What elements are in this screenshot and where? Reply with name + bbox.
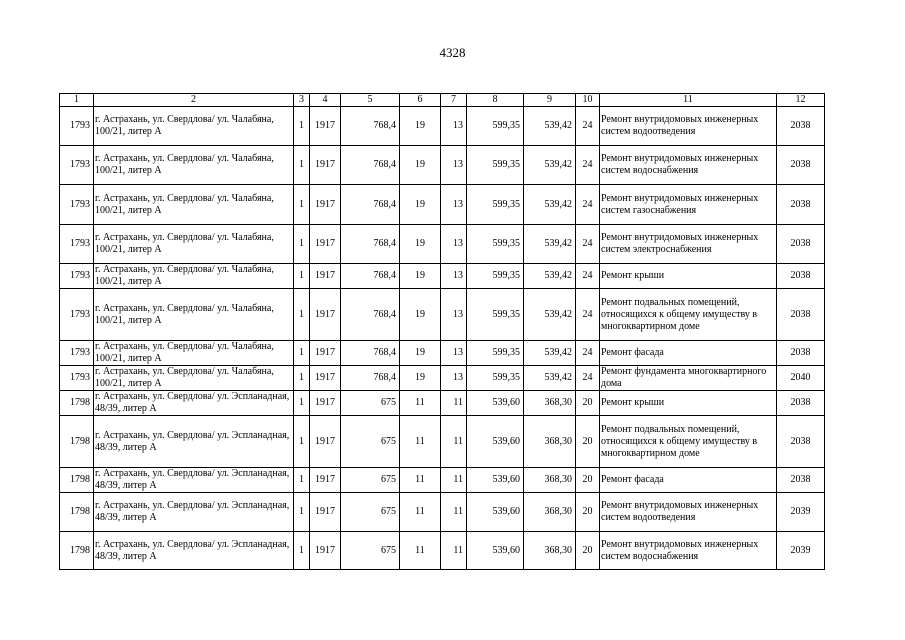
year-cell: 1917 — [310, 341, 341, 366]
table-row — [60, 185, 825, 225]
year-cell: 1917 — [310, 532, 341, 570]
value-cell: 368,30 — [524, 532, 576, 570]
row-id: 1798 — [60, 493, 94, 532]
value-cell: 539,42 — [524, 289, 576, 341]
value-cell: 13 — [441, 366, 467, 391]
value-cell: 599,35 — [467, 366, 524, 391]
address-cell: г. Астрахань, ул. Свердлова/ ул. Чалабяна, 100/21, литер А — [94, 146, 294, 185]
year-cell: 1917 — [310, 185, 341, 225]
row-id: 1793 — [60, 289, 94, 341]
value-cell: 539,60 — [467, 391, 524, 416]
value-cell: 675 — [341, 391, 400, 416]
plan-year-cell: 2039 — [777, 532, 825, 570]
value-cell: 1 — [294, 107, 310, 146]
value-cell: 675 — [341, 416, 400, 468]
table-row — [60, 225, 825, 264]
address-cell: г. Астрахань, ул. Свердлова/ ул. Чалабяна, 100/21, литер А — [94, 289, 294, 341]
value-cell: 768,4 — [341, 146, 400, 185]
address-cell: г. Астрахань, ул. Свердлова/ ул. Чалабяна, 100/21, литер А — [94, 264, 294, 289]
value-cell: 768,4 — [341, 289, 400, 341]
address-cell: г. Астрахань, ул. Свердлова/ ул. Чалабяна, 100/21, литер А — [94, 341, 294, 366]
plan-year-cell: 2038 — [777, 107, 825, 146]
value-cell: 1 — [294, 391, 310, 416]
column-header: 11 — [600, 94, 777, 107]
value-cell: 539,42 — [524, 225, 576, 264]
address-cell: г. Астрахань, ул. Свердлова/ ул. Чалабяна, 100/21, литер А — [94, 107, 294, 146]
value-cell: 675 — [341, 468, 400, 493]
page-number: 4328 — [439, 45, 466, 60]
work-type-cell: Ремонт внутридомовых инженерных систем водоотведения — [600, 493, 777, 532]
value-cell: 24 — [576, 146, 600, 185]
value-cell: 675 — [341, 532, 400, 570]
plan-year-cell: 2038 — [777, 289, 825, 341]
work-type-cell: Ремонт подвальных помещений, относящихся к общему имуществу в многоквартирном доме — [600, 416, 777, 468]
value-cell: 19 — [400, 264, 441, 289]
value-cell: 11 — [400, 416, 441, 468]
value-cell: 11 — [441, 416, 467, 468]
value-cell: 368,30 — [524, 468, 576, 493]
value-cell: 24 — [576, 185, 600, 225]
value-cell: 539,60 — [467, 532, 524, 570]
column-header: 7 — [441, 94, 467, 107]
value-cell: 11 — [400, 532, 441, 570]
work-type-cell: Ремонт внутридомовых инженерных систем водоснабжения — [600, 146, 777, 185]
column-header: 4 — [310, 94, 341, 107]
value-cell: 20 — [576, 416, 600, 468]
value-cell: 24 — [576, 341, 600, 366]
column-header: 2 — [94, 94, 294, 107]
value-cell: 1 — [294, 185, 310, 225]
value-cell: 13 — [441, 185, 467, 225]
value-cell: 24 — [576, 366, 600, 391]
row-id: 1798 — [60, 532, 94, 570]
value-cell: 13 — [441, 289, 467, 341]
column-header: 10 — [576, 94, 600, 107]
row-id: 1793 — [60, 264, 94, 289]
value-cell: 599,35 — [467, 289, 524, 341]
value-cell: 20 — [576, 391, 600, 416]
table-row — [60, 289, 825, 341]
address-cell: г. Астрахань, ул. Свердлова/ ул. Эспланадная, 48/39, литер А — [94, 391, 294, 416]
value-cell: 539,42 — [524, 264, 576, 289]
value-cell: 539,42 — [524, 185, 576, 225]
work-type-cell: Ремонт подвальных помещений, относящихся к общему имуществу в многоквартирном доме — [600, 289, 777, 341]
table-body — [60, 107, 825, 570]
table-row — [60, 468, 825, 493]
value-cell: 20 — [576, 468, 600, 493]
value-cell: 539,60 — [467, 468, 524, 493]
value-cell: 20 — [576, 532, 600, 570]
value-cell: 13 — [441, 225, 467, 264]
year-cell: 1917 — [310, 391, 341, 416]
work-type-cell: Ремонт внутридомовых инженерных систем электроснабжения — [600, 225, 777, 264]
value-cell: 539,42 — [524, 146, 576, 185]
value-cell: 768,4 — [341, 107, 400, 146]
table-row — [60, 416, 825, 468]
value-cell: 599,35 — [467, 341, 524, 366]
value-cell: 599,35 — [467, 107, 524, 146]
value-cell: 768,4 — [341, 185, 400, 225]
table-row — [60, 391, 825, 416]
value-cell: 11 — [441, 391, 467, 416]
work-type-cell: Ремонт внутридомовых инженерных систем водоотведения — [600, 107, 777, 146]
value-cell: 1 — [294, 468, 310, 493]
plan-year-cell: 2038 — [777, 468, 825, 493]
row-id: 1798 — [60, 468, 94, 493]
value-cell: 24 — [576, 289, 600, 341]
column-header: 12 — [777, 94, 825, 107]
work-type-cell: Ремонт крыши — [600, 264, 777, 289]
value-cell: 1 — [294, 146, 310, 185]
value-cell: 19 — [400, 366, 441, 391]
work-type-cell: Ремонт внутридомовых инженерных систем водоснабжения — [600, 532, 777, 570]
row-id: 1793 — [60, 185, 94, 225]
address-cell: г. Астрахань, ул. Свердлова/ ул. Эспланадная, 48/39, литер А — [94, 416, 294, 468]
work-type-cell: Ремонт внутридомовых инженерных систем газоснабжения — [600, 185, 777, 225]
value-cell: 11 — [441, 532, 467, 570]
column-header: 6 — [400, 94, 441, 107]
value-cell: 368,30 — [524, 493, 576, 532]
column-header: 9 — [524, 94, 576, 107]
row-id: 1798 — [60, 416, 94, 468]
table-row — [60, 366, 825, 391]
row-id: 1798 — [60, 391, 94, 416]
value-cell: 1 — [294, 366, 310, 391]
value-cell: 19 — [400, 225, 441, 264]
plan-year-cell: 2038 — [777, 391, 825, 416]
value-cell: 13 — [441, 146, 467, 185]
table-row — [60, 532, 825, 570]
plan-year-cell: 2038 — [777, 341, 825, 366]
row-id: 1793 — [60, 146, 94, 185]
row-id: 1793 — [60, 225, 94, 264]
value-cell: 1 — [294, 341, 310, 366]
value-cell: 368,30 — [524, 416, 576, 468]
value-cell: 675 — [341, 493, 400, 532]
repair-schedule-table — [59, 93, 825, 570]
value-cell: 19 — [400, 289, 441, 341]
value-cell: 768,4 — [341, 225, 400, 264]
value-cell: 11 — [400, 468, 441, 493]
plan-year-cell: 2038 — [777, 416, 825, 468]
header-row — [60, 94, 825, 107]
value-cell: 599,35 — [467, 264, 524, 289]
year-cell: 1917 — [310, 107, 341, 146]
plan-year-cell: 2040 — [777, 366, 825, 391]
value-cell: 768,4 — [341, 366, 400, 391]
year-cell: 1917 — [310, 146, 341, 185]
value-cell: 19 — [400, 341, 441, 366]
value-cell: 11 — [441, 493, 467, 532]
value-cell: 539,42 — [524, 107, 576, 146]
value-cell: 599,35 — [467, 185, 524, 225]
value-cell: 539,60 — [467, 416, 524, 468]
value-cell: 19 — [400, 146, 441, 185]
value-cell: 11 — [400, 493, 441, 532]
plan-year-cell: 2039 — [777, 493, 825, 532]
value-cell: 1 — [294, 289, 310, 341]
value-cell: 1 — [294, 264, 310, 289]
value-cell: 11 — [441, 468, 467, 493]
value-cell: 20 — [576, 493, 600, 532]
plan-year-cell: 2038 — [777, 225, 825, 264]
year-cell: 1917 — [310, 264, 341, 289]
row-id: 1793 — [60, 366, 94, 391]
table-row — [60, 146, 825, 185]
work-type-cell: Ремонт фасада — [600, 341, 777, 366]
value-cell: 13 — [441, 264, 467, 289]
value-cell: 11 — [400, 391, 441, 416]
value-cell: 24 — [576, 225, 600, 264]
value-cell: 13 — [441, 341, 467, 366]
year-cell: 1917 — [310, 225, 341, 264]
address-cell: г. Астрахань, ул. Свердлова/ ул. Эспланадная, 48/39, литер А — [94, 532, 294, 570]
table-row — [60, 341, 825, 366]
value-cell: 1 — [294, 416, 310, 468]
value-cell: 1 — [294, 225, 310, 264]
year-cell: 1917 — [310, 366, 341, 391]
value-cell: 539,42 — [524, 366, 576, 391]
address-cell: г. Астрахань, ул. Свердлова/ ул. Чалабяна, 100/21, литер А — [94, 185, 294, 225]
row-id: 1793 — [60, 107, 94, 146]
value-cell: 599,35 — [467, 146, 524, 185]
value-cell: 19 — [400, 185, 441, 225]
address-cell: г. Астрахань, ул. Свердлова/ ул. Чалабяна, 100/21, литер А — [94, 225, 294, 264]
column-header: 3 — [294, 94, 310, 107]
plan-year-cell: 2038 — [777, 146, 825, 185]
column-header: 5 — [341, 94, 400, 107]
table-row — [60, 264, 825, 289]
value-cell: 368,30 — [524, 391, 576, 416]
value-cell: 768,4 — [341, 264, 400, 289]
value-cell: 24 — [576, 107, 600, 146]
address-cell: г. Астрахань, ул. Свердлова/ ул. Эспланадная, 48/39, литер А — [94, 493, 294, 532]
value-cell: 1 — [294, 532, 310, 570]
year-cell: 1917 — [310, 416, 341, 468]
value-cell: 1 — [294, 493, 310, 532]
table-row — [60, 107, 825, 146]
value-cell: 24 — [576, 264, 600, 289]
year-cell: 1917 — [310, 493, 341, 532]
year-cell: 1917 — [310, 468, 341, 493]
column-header: 1 — [60, 94, 94, 107]
value-cell: 19 — [400, 107, 441, 146]
work-type-cell: Ремонт крыши — [600, 391, 777, 416]
work-type-cell: Ремонт фасада — [600, 468, 777, 493]
value-cell: 768,4 — [341, 341, 400, 366]
work-type-cell: Ремонт фундамента многоквартирного дома — [600, 366, 777, 391]
address-cell: г. Астрахань, ул. Свердлова/ ул. Чалабяна, 100/21, литер А — [94, 366, 294, 391]
value-cell: 539,42 — [524, 341, 576, 366]
value-cell: 539,60 — [467, 493, 524, 532]
plan-year-cell: 2038 — [777, 185, 825, 225]
value-cell: 599,35 — [467, 225, 524, 264]
value-cell: 13 — [441, 107, 467, 146]
year-cell: 1917 — [310, 289, 341, 341]
address-cell: г. Астрахань, ул. Свердлова/ ул. Эспланадная, 48/39, литер А — [94, 468, 294, 493]
table-row — [60, 493, 825, 532]
plan-year-cell: 2038 — [777, 264, 825, 289]
column-header: 8 — [467, 94, 524, 107]
row-id: 1793 — [60, 341, 94, 366]
